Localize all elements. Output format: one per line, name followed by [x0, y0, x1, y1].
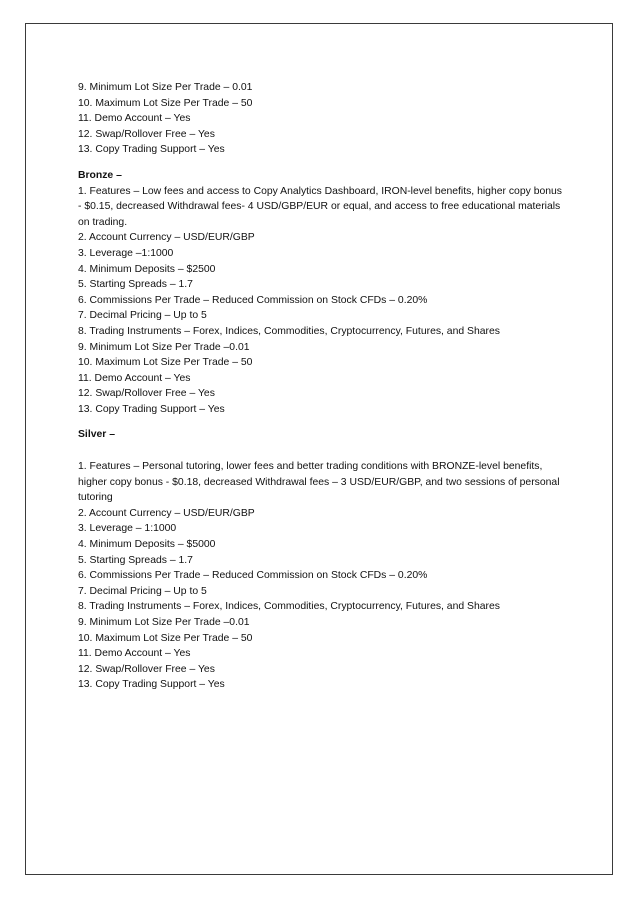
intro-list — [78, 80, 568, 158]
bronze-heading: Bronze – — [78, 169, 122, 181]
list-item: 7. Decimal Pricing – Up to 5 — [78, 310, 207, 322]
spacer — [78, 443, 568, 459]
list-item: 13. Copy Trading Support – Yes — [78, 403, 225, 415]
document-content — [78, 80, 568, 693]
list-item: 3. Leverage – 1:1000 — [78, 523, 177, 535]
list-item: 12. Swap/Rollover Free – Yes — [78, 388, 215, 400]
list-item: 10. Maximum Lot Size Per Trade – 50 — [78, 357, 253, 369]
list-item: 2. Account Currency – USD/EUR/GBP — [78, 507, 255, 519]
silver-section — [78, 427, 568, 693]
list-item: 10. Maximum Lot Size Per Trade – 50 — [78, 97, 253, 109]
list-item: 4. Minimum Deposits – $5000 — [78, 539, 216, 551]
list-item: 4. Minimum Deposits – $2500 — [78, 263, 216, 275]
document-page — [25, 23, 613, 875]
list-item: 9. Minimum Lot Size Per Trade – 0.01 — [78, 82, 253, 93]
bronze-features: 1. Features – Low fees and access to Copy Analytics Dashboard, IRON-level benefits, higher copy bonus - $0.15, decreased Withdrawal fees- 4 USD/GBP/EUR or equal, and access to free educational materials on trading. — [78, 185, 563, 228]
list-item: 8. Trading Instruments – Forex, Indices, Commodities, Cryptocurrency, Futures, and Shares — [78, 601, 500, 613]
silver-features: 1. Features – Personal tutoring, lower fees and better trading conditions with BRONZE-level benefits, higher copy bonus - $0.18, decreased Withdrawal fees – 3 USD/EUR/GBP, and two sessions of personal tutoring — [78, 461, 560, 504]
list-item: 13. Copy Trading Support – Yes — [78, 679, 225, 691]
list-item: 9. Minimum Lot Size Per Trade –0.01 — [78, 617, 250, 628]
list-item: 6. Commissions Per Trade – Reduced Commission on Stock CFDs – 0.20% — [78, 294, 428, 306]
list-item: 5. Starting Spreads – 1.7 — [78, 279, 193, 291]
list-item: 11. Demo Account – Yes — [78, 113, 191, 125]
spacer — [78, 158, 568, 168]
list-item: 11. Demo Account – Yes — [78, 372, 191, 384]
list-item: 9. Minimum Lot Size Per Trade –0.01 — [78, 341, 250, 353]
list-item: 8. Trading Instruments – Forex, Indices, Commodities, Cryptocurrency, Futures, and Shares — [78, 325, 500, 337]
silver-heading: Silver – — [78, 429, 115, 441]
list-item: 11. Demo Account – Yes — [78, 648, 191, 660]
list-item: 6. Commissions Per Trade – Reduced Commission on Stock CFDs – 0.20% — [78, 570, 428, 582]
list-item: 7. Decimal Pricing – Up to 5 — [78, 585, 207, 597]
spacer — [78, 417, 568, 427]
list-item: 12. Swap/Rollover Free – Yes — [78, 128, 215, 140]
list-item: 3. Leverage –1:1000 — [78, 247, 174, 259]
list-item: 2. Account Currency – USD/EUR/GBP — [78, 232, 255, 244]
list-item: 10. Maximum Lot Size Per Trade – 50 — [78, 632, 253, 644]
list-item: 13. Copy Trading Support – Yes — [78, 144, 225, 156]
list-item: 12. Swap/Rollover Free – Yes — [78, 663, 215, 675]
list-item: 5. Starting Spreads – 1.7 — [78, 554, 193, 566]
bronze-section — [78, 168, 568, 418]
